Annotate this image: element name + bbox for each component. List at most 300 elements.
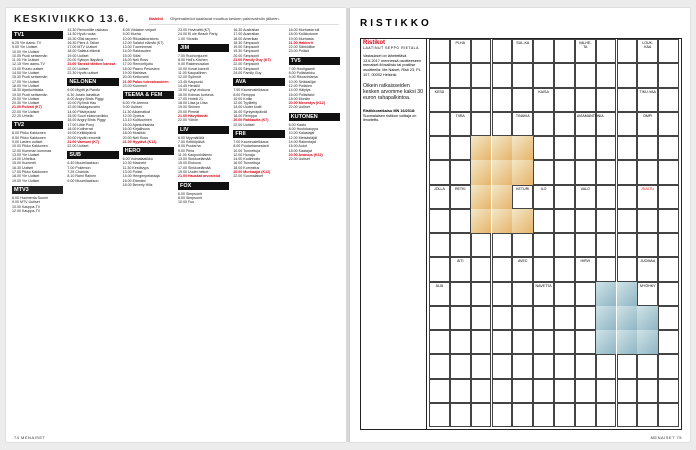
answer-cell[interactable]	[450, 282, 471, 306]
answer-cell[interactable]	[575, 209, 596, 233]
page-title: KESKIVIIKKO 13.6.	[14, 14, 130, 25]
program-text: 18.00 Salatut elämät	[67, 49, 101, 54]
answer-cell[interactable]	[492, 306, 513, 330]
answer-cell[interactable]	[617, 160, 638, 184]
answer-cell[interactable]	[512, 354, 533, 378]
answer-cell[interactable]	[429, 379, 450, 403]
channel-header: AVA	[233, 78, 284, 86]
program-text: 7.00 Hooligaanit	[288, 66, 315, 71]
program-text: 13.45 Kaupunki	[177, 79, 203, 84]
answer-cell[interactable]	[450, 160, 471, 184]
answer-cell[interactable]	[450, 330, 471, 354]
answer-cell[interactable]	[596, 112, 617, 136]
answer-cell[interactable]	[617, 403, 638, 427]
program-text: 20.00 Murhaajat (K12)	[233, 170, 271, 175]
program-text: 20.00 Neil Ross	[122, 135, 149, 140]
program-text: 16.00 Poliisitalvi	[288, 92, 315, 97]
program-text: 13.00 Poliisi	[122, 170, 143, 175]
answer-cell[interactable]	[471, 403, 492, 427]
program-text: 18.00 Kaatajat	[288, 148, 312, 153]
answer-cell[interactable]	[512, 379, 533, 403]
answer-cell[interactable]	[596, 403, 617, 427]
program-text: 8.10 Rami Rainen	[67, 174, 97, 179]
program-text: 10.00 Seikkailijat	[288, 79, 316, 84]
answer-cell[interactable]	[617, 209, 638, 233]
answer-cell[interactable]	[554, 354, 575, 378]
answer-cell[interactable]	[533, 209, 554, 233]
program-text: 18.00 Munkin	[288, 96, 311, 101]
program-text: 8.00 Angry Birds Piggy	[67, 96, 104, 101]
answer-cell[interactable]	[429, 306, 450, 330]
answer-cell[interactable]	[575, 403, 596, 427]
program-text: 18.00 Liisa ja Liisa	[177, 101, 208, 106]
program-text: 17.00 Little Pony	[67, 122, 95, 127]
answer-cell[interactable]	[471, 39, 492, 63]
channel-header: HERO	[123, 147, 174, 155]
answer-cell[interactable]	[637, 354, 658, 378]
answer-cell[interactable]	[658, 209, 679, 233]
program-entry	[67, 71, 118, 75]
answer-cell[interactable]	[658, 39, 679, 63]
program-text: 24.00 Family Guy	[233, 70, 262, 75]
program-text: 23.00 Hovivaltti (K7)	[177, 28, 211, 32]
channel-header: TV1	[12, 31, 63, 39]
program-text: 9.00 Uutiset	[122, 105, 142, 110]
clue-cell: RETKI	[450, 185, 471, 209]
program-text: 19.00 Uutiset	[67, 53, 89, 58]
program-text: 8.00 Pikku Kakkonen	[12, 131, 46, 136]
answer-cell[interactable]	[512, 282, 533, 306]
answer-cell[interactable]	[637, 63, 658, 87]
program-text: 12.15 Ylen aamu-TV	[12, 62, 45, 67]
crossword-illustration	[617, 282, 638, 306]
program-text: 10.00 Pikku Kakkonen	[12, 144, 48, 149]
answer-cell[interactable]	[617, 63, 638, 87]
answer-cell[interactable]	[658, 354, 679, 378]
program-entry	[123, 84, 174, 88]
answer-cell[interactable]	[658, 282, 679, 306]
program-text: 9.00 Rikosrintama	[288, 75, 318, 80]
answer-cell[interactable]	[512, 330, 533, 354]
program-text: 20.00 Avaruus (K12)	[288, 152, 323, 157]
listing-column	[178, 28, 229, 430]
answer-cell[interactable]	[492, 330, 513, 354]
program-text: 19.30 Simpsonit	[233, 49, 260, 54]
program-text: 7.00 Keittiöpäivä	[177, 139, 205, 144]
answer-cell[interactable]	[471, 88, 492, 112]
answer-cell[interactable]	[658, 112, 679, 136]
answer-cell[interactable]	[450, 379, 471, 403]
program-text: 18.00 Amerikan	[233, 36, 259, 41]
answer-cell[interactable]	[533, 160, 554, 184]
program-text: 20.00 Kettuvahti	[122, 75, 149, 80]
crossword-illustration	[512, 209, 533, 233]
listing-column	[233, 28, 284, 430]
answer-cell[interactable]	[533, 379, 554, 403]
program-text: 16.00 Kolmas korkeus	[177, 92, 214, 97]
answer-cell[interactable]	[596, 257, 617, 281]
program-text: 12.00 Madagascarin	[67, 105, 100, 110]
answer-cell[interactable]	[637, 379, 658, 403]
answer-cell[interactable]	[658, 233, 679, 257]
answer-cell[interactable]	[617, 185, 638, 209]
program-text: 10.00 Kauppa-TV	[12, 204, 41, 209]
answer-cell[interactable]	[512, 403, 533, 427]
program-text: 20.00 Rakkautta (K7)	[233, 118, 269, 123]
program-text: 20.00 Menestys (K12)	[288, 101, 325, 106]
program-text: 10.00 Yle Uutiset	[12, 49, 40, 54]
answer-cell[interactable]	[554, 209, 575, 233]
program-text: 10.00 Ryhmä Hau	[67, 101, 97, 106]
crossword-illustration	[492, 136, 513, 160]
answer-cell[interactable]	[575, 306, 596, 330]
program-text: 18.00 Yle Uutiset	[12, 83, 40, 88]
answer-cell[interactable]	[492, 39, 513, 63]
answer-cell[interactable]	[492, 233, 513, 257]
program-text: 12.00 Tyylitelty	[233, 101, 258, 106]
answer-cell[interactable]	[533, 354, 554, 378]
program-text: 22.30 Hyvät uutiset	[67, 70, 99, 75]
program-text: 16.00 Syntymäpäivät	[233, 109, 267, 114]
program-text: 6.00 Myytti ja Pandu	[67, 88, 100, 93]
listing-column	[67, 28, 118, 430]
program-text: 19.00 Simpsonit	[233, 45, 260, 50]
program-text: 13.00 Sinkkuelämää	[177, 157, 211, 162]
clue-cell: JUOMAA	[637, 257, 658, 281]
brand-label: Iltalehti	[149, 16, 164, 21]
answer-cell[interactable]	[533, 330, 554, 354]
answer-cell[interactable]	[575, 160, 596, 184]
program-text: 16.30 Uutiset	[12, 165, 34, 170]
program-entry	[289, 157, 340, 161]
program-text: 18.00 Beverly Hills	[122, 182, 153, 187]
channel-header: TEEMA & FEM	[123, 91, 174, 99]
clue-cell: TIKU-VAA	[637, 88, 658, 112]
program-text: 11.00 Yle Uutiset	[12, 58, 40, 63]
program-text: 7.00 Pokémon	[67, 165, 91, 170]
answer-cell[interactable]	[450, 306, 471, 330]
top-notice	[149, 14, 339, 25]
answer-cell[interactable]	[492, 112, 513, 136]
crossword-puzzle	[360, 38, 682, 430]
answer-cell[interactable]	[492, 379, 513, 403]
answer-cell[interactable]	[596, 209, 617, 233]
program-entry	[12, 114, 63, 118]
program-text: 7.00 Kauneusleikkaus	[233, 139, 269, 144]
answer-cell[interactable]	[533, 403, 554, 427]
answer-cell[interactable]	[596, 185, 617, 209]
answer-cell[interactable]	[596, 379, 617, 403]
program-text: 13.30 Remontille rakkaus	[67, 28, 108, 32]
answer-cell[interactable]	[637, 136, 658, 160]
answer-cell[interactable]	[554, 63, 575, 87]
answer-cell[interactable]	[554, 88, 575, 112]
program-text: 22.00 Yöhön	[177, 118, 199, 123]
answer-cell[interactable]	[554, 306, 575, 330]
answer-cell[interactable]	[658, 136, 679, 160]
answer-cell[interactable]	[533, 112, 554, 136]
answer-cell[interactable]	[575, 63, 596, 87]
answer-cell[interactable]	[492, 282, 513, 306]
program-text: 20.00 Syksyn iltapäivä	[67, 58, 104, 63]
answer-cell[interactable]	[575, 330, 596, 354]
answer-cell[interactable]	[492, 403, 513, 427]
program-text: 9.00 Murha	[122, 32, 141, 37]
answer-cell[interactable]	[533, 63, 554, 87]
program-text: 20.00 Simpsonit	[233, 53, 260, 58]
answer-cell[interactable]	[429, 330, 450, 354]
answer-cell[interactable]	[554, 136, 575, 160]
answer-cell[interactable]	[554, 39, 575, 63]
program-text: 20.30 Yle Uutiset	[12, 101, 40, 106]
program-text: 15.30 Puoli seitsemän	[12, 75, 48, 80]
answer-cell[interactable]	[554, 185, 575, 209]
answer-cell[interactable]	[450, 63, 471, 87]
answer-cell[interactable]	[450, 233, 471, 257]
channel-header: JIM	[178, 44, 229, 52]
program-entry	[12, 209, 63, 213]
program-text: 18.30 Ajankohtaista	[12, 88, 44, 93]
answer-cell[interactable]	[429, 63, 450, 87]
answer-cell[interactable]	[658, 185, 679, 209]
answer-cell[interactable]	[554, 257, 575, 281]
answer-cell[interactable]	[596, 160, 617, 184]
program-text: 18.00 Kummitus	[233, 165, 260, 170]
answer-cell[interactable]	[429, 39, 450, 63]
answer-cell[interactable]	[429, 403, 450, 427]
channel-header: FRII	[233, 130, 284, 138]
program-text: 21.00 Paluu tulevaisuuteen	[122, 79, 169, 84]
program-text: 12.00 Poliisien	[288, 83, 313, 88]
channel-header: TV2	[12, 121, 63, 129]
program-text: 22.25 Urheilu	[12, 114, 34, 119]
program-text: 10.00 Kalastajat	[288, 131, 315, 136]
program-text: 15.00 Elokuva	[177, 161, 201, 166]
answer-cell[interactable]	[575, 136, 596, 160]
answer-cell[interactable]	[617, 112, 638, 136]
answer-cell[interactable]	[492, 88, 513, 112]
program-text: 17.00 Pikku Kakkonen	[12, 170, 48, 175]
answer-cell[interactable]	[533, 136, 554, 160]
answer-cell[interactable]	[533, 257, 554, 281]
program-text: 17.00 MTV Uutiset	[67, 45, 98, 50]
program-text: 13.00 Yle Uutiset	[12, 152, 40, 157]
answer-cell[interactable]	[471, 63, 492, 87]
program-text: 18.00 Musiikki	[122, 131, 146, 136]
answer-cell[interactable]	[450, 88, 471, 112]
answer-cell[interactable]	[450, 403, 471, 427]
program-text: 16.00 Autot	[288, 144, 307, 149]
program-entry	[67, 179, 118, 183]
crossword-illustration	[596, 306, 617, 330]
solution-text: Suomalaisen ristikon voittaja on ilmoitettu.	[363, 113, 417, 123]
program-text: 14.00 Urheilua	[12, 157, 36, 162]
answer-cell[interactable]	[596, 63, 617, 87]
answer-cell[interactable]	[471, 330, 492, 354]
listing-column	[123, 28, 174, 430]
answer-cell[interactable]	[596, 39, 617, 63]
answer-cell[interactable]	[429, 160, 450, 184]
answer-cell[interactable]	[554, 403, 575, 427]
program-text: 23.00 Kummeli	[122, 83, 147, 88]
program-text: 14.00 Päivitystalvi	[67, 109, 97, 114]
program-text: 20.00 Pimeät	[177, 109, 200, 114]
listing-column	[12, 28, 63, 430]
answer-cell[interactable]	[575, 354, 596, 378]
answer-cell[interactable]	[617, 379, 638, 403]
answer-cell[interactable]	[658, 306, 679, 330]
answer-cell[interactable]	[658, 403, 679, 427]
answer-cell[interactable]	[512, 306, 533, 330]
program-text: 21.00 Vaimoni (K7)	[67, 139, 100, 144]
answer-cell[interactable]	[512, 63, 533, 87]
channel-header: TV5	[289, 57, 340, 65]
program-text: 21.00 Hävyttömät	[177, 114, 208, 119]
program-text: 12.00 Metsästäjät	[288, 135, 318, 140]
program-text: 19.00 Keittiöpäivä	[67, 131, 96, 136]
program-text: 8.00 Puutarha	[177, 144, 201, 149]
program-text: 14.45 Henkilö	[177, 83, 200, 88]
program-text: 9.00 Yle Uutiset	[12, 45, 38, 50]
program-text: 8.05 Viidakon veijarit	[122, 28, 156, 32]
program-text: 22.00 Uutiset	[233, 122, 255, 127]
answer-cell[interactable]	[658, 379, 679, 403]
program-text: 6.30 Jotain lainattua	[67, 92, 100, 97]
program-text: 19.00 Yle Uutiset	[12, 178, 40, 183]
answer-cell[interactable]	[617, 233, 638, 257]
answer-cell[interactable]	[429, 136, 450, 160]
answer-cell[interactable]	[533, 39, 554, 63]
channel-header: SUB	[67, 151, 118, 159]
clue-cell: PI-HA	[450, 39, 471, 63]
crossword-illustration	[492, 160, 513, 184]
answer-cell[interactable]	[512, 233, 533, 257]
answer-cell[interactable]	[596, 233, 617, 257]
channel-header: MTV3	[12, 186, 63, 194]
answer-cell[interactable]	[554, 160, 575, 184]
answer-cell[interactable]	[450, 354, 471, 378]
answer-cell[interactable]	[429, 354, 450, 378]
program-text: 6.00 Huomenta Suomi	[12, 195, 48, 200]
channel-header: LIV	[178, 126, 229, 134]
answer-cell[interactable]	[575, 88, 596, 112]
clue-cell: ÄIJÄ	[429, 282, 450, 306]
answer-cell[interactable]	[429, 209, 450, 233]
answer-cell[interactable]	[471, 354, 492, 378]
program-text: 1.00 Yöradio	[177, 36, 199, 41]
program-text: 10.00 Rikoslaboratorio	[122, 36, 159, 41]
crossword-illustration	[637, 330, 658, 354]
answer-cell[interactable]	[554, 112, 575, 136]
answer-cell[interactable]	[533, 306, 554, 330]
program-text: 18.00 Kolikkokone	[288, 32, 319, 37]
crossword-title: RISTIKKO	[360, 18, 432, 29]
answer-cell[interactable]	[596, 354, 617, 378]
crossword-illustration	[492, 185, 513, 209]
crossword-grid[interactable]	[429, 39, 681, 429]
answer-cell[interactable]	[554, 379, 575, 403]
answer-cell[interactable]	[492, 63, 513, 87]
program-text: 18.00 Remppa	[233, 114, 257, 119]
answer-cell[interactable]	[596, 88, 617, 112]
program-text: 21.00 Family Guy (K7)	[233, 58, 271, 63]
program-entry	[289, 49, 340, 53]
program-text: 7.00 Kauneusleikkaus	[233, 88, 269, 93]
program-text: 9.00 Pihla	[177, 148, 194, 153]
program-text: 8.00 Huutokauppa	[288, 127, 319, 132]
answer-cell[interactable]	[554, 282, 575, 306]
answer-cell[interactable]	[637, 209, 658, 233]
answer-cell[interactable]	[492, 257, 513, 281]
program-text: 16.00 Tunnettuja	[233, 161, 261, 166]
answer-cell[interactable]	[596, 136, 617, 160]
program-text: 14.00 Kodinhoito	[233, 157, 261, 162]
answer-cell[interactable]	[575, 233, 596, 257]
program-text: 7.00 Ruohonjuuret	[177, 53, 208, 58]
answer-cell[interactable]	[429, 257, 450, 281]
program-text: 20.00 Yle Uutiset	[12, 96, 40, 101]
program-text: 16.30 Pieni & Tallari	[67, 40, 100, 45]
answer-cell[interactable]	[429, 233, 450, 257]
answer-cell[interactable]	[471, 257, 492, 281]
answer-cell[interactable]	[471, 379, 492, 403]
answer-cell[interactable]	[533, 233, 554, 257]
program-text: 11.30 Aikamatkat	[122, 109, 150, 114]
program-entry	[233, 123, 284, 127]
program-text: 16.30 Australian	[233, 28, 260, 32]
answer-cell[interactable]	[429, 112, 450, 136]
answer-cell[interactable]	[617, 354, 638, 378]
clue-cell: AVEC	[512, 257, 533, 281]
program-text: 11.30 Kestävyys	[122, 165, 149, 170]
answer-cell[interactable]	[471, 112, 492, 136]
program-text: 19.00 Murhasta	[288, 36, 314, 41]
answer-cell[interactable]	[617, 136, 638, 160]
answer-cell[interactable]	[471, 233, 492, 257]
program-text: 22.00 Yle Uutiset	[12, 109, 40, 114]
program-entry	[67, 144, 118, 148]
answer-cell[interactable]	[575, 379, 596, 403]
program-text: 22.00 Simpsonit	[233, 62, 260, 67]
program-text: 8.00 Yle Areena	[122, 101, 149, 106]
program-text: 13.10 Kulttuurinen	[122, 118, 152, 123]
answer-cell[interactable]	[658, 330, 679, 354]
answer-cell[interactable]	[658, 257, 679, 281]
answer-cell[interactable]	[512, 88, 533, 112]
clue-cell: LOUK-KAA	[637, 39, 658, 63]
answer-cell[interactable]	[658, 63, 679, 87]
answer-cell[interactable]	[575, 282, 596, 306]
answer-cell[interactable]	[450, 209, 471, 233]
answer-cell[interactable]	[471, 282, 492, 306]
answer-cell[interactable]	[492, 354, 513, 378]
answer-cell[interactable]	[658, 160, 679, 184]
clue-cell: HIRVI	[575, 257, 596, 281]
answer-cell[interactable]	[471, 306, 492, 330]
answer-cell[interactable]	[637, 160, 658, 184]
crossword-illustration	[471, 185, 492, 209]
answer-cell[interactable]	[554, 233, 575, 257]
answer-cell[interactable]	[637, 403, 658, 427]
answer-cell[interactable]	[658, 88, 679, 112]
answer-cell[interactable]	[450, 136, 471, 160]
answer-cell[interactable]	[617, 39, 638, 63]
program-text: 18.00 Paavo Pesusieni	[122, 66, 160, 71]
answer-cell[interactable]	[554, 330, 575, 354]
answer-cell[interactable]	[617, 88, 638, 112]
answer-cell[interactable]	[637, 233, 658, 257]
answer-cell[interactable]	[617, 257, 638, 281]
